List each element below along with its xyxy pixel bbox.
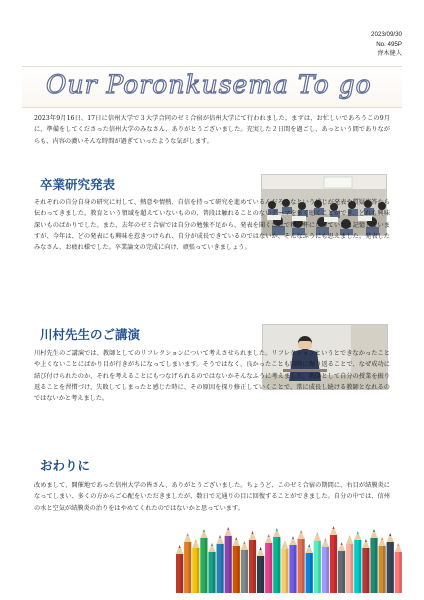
title-banner bbox=[22, 66, 402, 108]
colored-pencils-icon bbox=[174, 525, 406, 593]
section1-paragraph: それぞれの自分自身の研究に対して、熱意や情熱、自信を持って研究を進めているんだろうなという感じが発表や質疑応答から伝わってきました。教育という領域を超えていないものの、普段は触れることのないテーマを多く聴くことができ、どれも興味深いものばかりでした。また、去年のゼミ合宿では自分の勉強不足から、発表を聞くだけで精一杯になっていたと記憶していますが、今年は、どの発表にも興味を惹きつけられ、自分が成長できているのではないか、そんなふうにも思えました。発表したみなさん、お疲れ様でした。卒業論文の完成に向け、頑張っていきましょう。 bbox=[34, 199, 390, 252]
issue-number: No. 495P bbox=[376, 40, 402, 48]
section-heading-closing: おわりに bbox=[40, 458, 91, 473]
newsletter-title: Our Poronkusema To go bbox=[46, 70, 372, 99]
author-name: 齊木健人 bbox=[377, 50, 402, 57]
header-meta bbox=[371, 30, 402, 59]
section2-paragraph: 川村先生のご講演では、教師としてのリフレクションについて考えさせられました。リフレクションというとできなかったことや上くないことにばかり目が行きがちになってしまいます。そうではなく、良かったことも同時に振り返ることで、なぜ成功に結び付けられたのか、それを考えることにもつなげられるのではないかそんなふうに考えました。教師として自分の授業を振り返ることを習慣づけ、失敗してしまったと感じた時に、その原因を探り修正していくことで、常に成長し続ける教師となれるのではないかと考えました。 bbox=[34, 350, 390, 403]
section-heading-graduation-research: 卒業研究発表 bbox=[40, 177, 116, 192]
colored-pencils-decoration bbox=[174, 525, 406, 593]
intro-paragraph: 2023年9月16日、17日に信州大学で３大学合同のゼミ合宿が信州大学にて行われました。まずは、お忙しいであろうこの9月に、準備をしてくださった信州大学のみなさん、ありがとうございました。充実した２日間を過ごし、あっという間でありながらも、内容の濃いそんな時間が過ぎていったような気がします。 bbox=[34, 115, 390, 145]
section-heading-lecture: 川村先生のご講演 bbox=[40, 327, 141, 342]
section3-paragraph: 改めまして、開催地であった信州大学の皆さん、ありがとうございました。ちょうど、このゼミ合宿の期間に、右目が結膜炎になってしまい、多くの方からご心配をいただきましたが、数日で元通りの目に回復することができました。自分の中では、信州の水と空気が結膜炎の治りをはやめてくれたのではないかと思っています。 bbox=[34, 482, 390, 512]
issue-date: 2023/09/30 bbox=[371, 31, 402, 38]
